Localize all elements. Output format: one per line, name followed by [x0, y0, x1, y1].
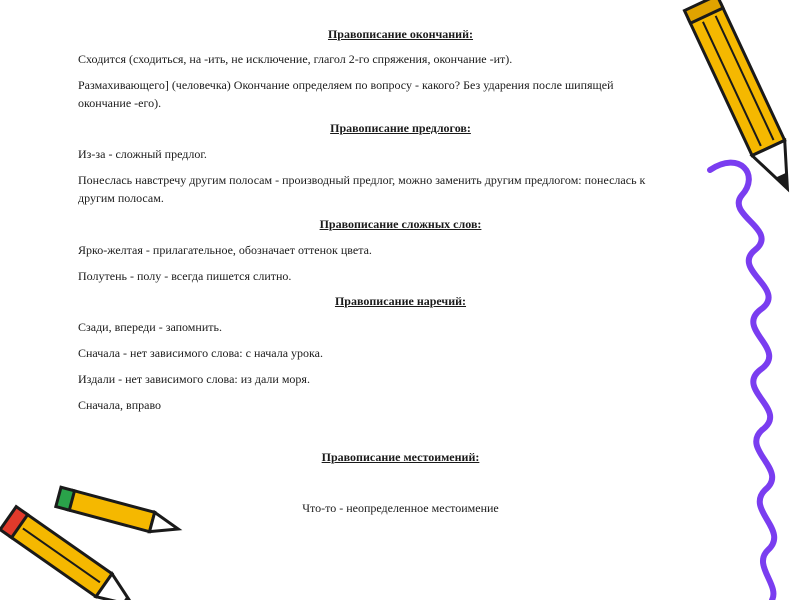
paragraph-line: Понеслась навстречу другим полосам - производный предлог, можно заменить другим предлогом: понеслась к [78, 173, 646, 187]
pencil-icon [0, 507, 141, 600]
paragraph-line: Ярко-желтая - прилагательное, обозначает оттенок цвета. [78, 243, 372, 257]
heading-compound-words: Правописание сложных слов: [319, 217, 482, 231]
paragraph-line: Из-за - сложный предлог. [78, 147, 207, 161]
paragraph-line: Что-то - неопределенное местоимение [302, 501, 499, 515]
heading-adverbs: Правописание наречий: [334, 294, 467, 308]
heading-prepositions: Правописание предлогов: [330, 121, 471, 135]
paragraph-line: другим полосам. [78, 191, 164, 205]
paragraph-line: окончание -его). [78, 96, 162, 110]
paragraph-line: Издали - нет зависимого слова: из дали моря. [78, 372, 310, 386]
paragraph-line: Сначала, вправо [78, 398, 162, 412]
paragraph-line: Сзади, впереди - запомнить. [78, 320, 222, 334]
heading-endings: Правописание окончаний: [327, 27, 474, 41]
paragraph-line: Полутень - полу - всегда пишется слитно. [78, 269, 292, 283]
paragraph-line: Размахивающего] (человечка) Окончание определяем по вопросу - какого? Без ударения после шипящей [78, 78, 614, 92]
paragraph-line: Сначала - нет зависимого слова: с начала урока. [78, 346, 323, 360]
paragraph-line: Сходится (сходиться, на -ить, не исключение, глагол 2-го спряжения, окончание -ит). [78, 52, 513, 66]
heading-pronouns: Правописание местоимений: [321, 450, 480, 464]
